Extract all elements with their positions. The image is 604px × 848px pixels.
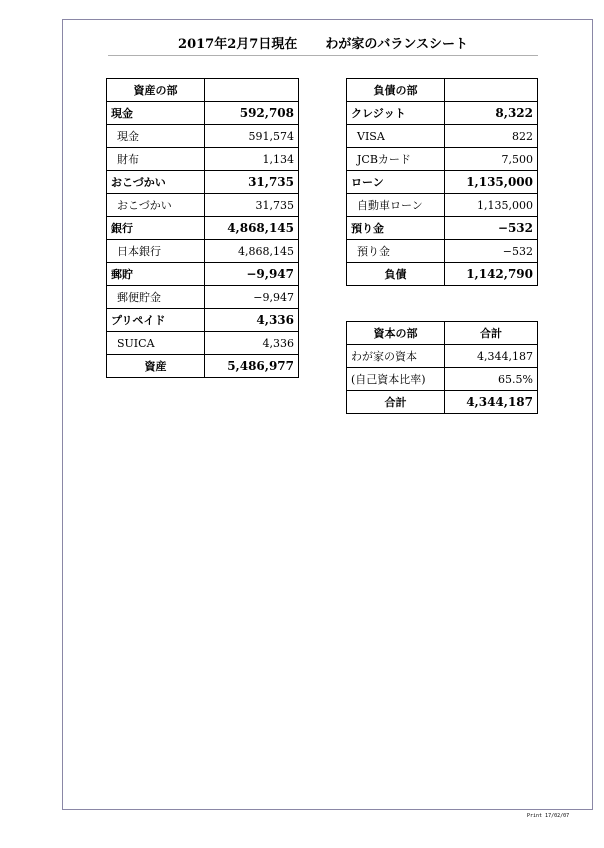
row-value: 822 xyxy=(445,125,538,148)
row-label: JCBカード xyxy=(347,148,445,171)
assets-total-row xyxy=(107,355,299,378)
row-label: プリペイド xyxy=(107,309,205,332)
liabilities-row-loan xyxy=(347,171,538,194)
equity-row-capital xyxy=(347,345,538,368)
row-value: 31,735 xyxy=(205,171,299,194)
row-label: ローン xyxy=(347,171,445,194)
page-title xyxy=(108,33,538,56)
liabilities-row-car-loan xyxy=(347,194,538,217)
assets-row-postal-detail xyxy=(107,286,299,309)
row-value: 592,708 xyxy=(205,102,299,125)
row-label: SUICA xyxy=(107,332,205,355)
liabilities-row-jcb xyxy=(347,148,538,171)
row-value: −532 xyxy=(445,240,538,263)
liabilities-row-deposits-detail xyxy=(347,240,538,263)
equity-total-value: 4,344,187 xyxy=(445,391,538,414)
assets-row-allowance xyxy=(107,171,299,194)
assets-row-prepaid xyxy=(107,309,299,332)
row-label: 預り金 xyxy=(347,240,445,263)
row-value: 31,735 xyxy=(205,194,299,217)
row-value: 7,500 xyxy=(445,148,538,171)
assets-row-allowance-detail xyxy=(107,194,299,217)
assets-row-bank-detail xyxy=(107,240,299,263)
row-value: −9,947 xyxy=(205,263,299,286)
assets-table xyxy=(106,78,299,378)
row-value: 4,344,187 xyxy=(445,345,538,368)
row-label: 現金 xyxy=(107,125,205,148)
row-value: −9,947 xyxy=(205,286,299,309)
row-value: 4,868,145 xyxy=(205,217,299,240)
liabilities-header-row xyxy=(347,79,538,102)
liabilities-header-value xyxy=(445,79,538,102)
liabilities-table xyxy=(346,78,538,286)
title-name: わが家のバランスシート xyxy=(325,37,468,52)
title-date: 2017年2月7日現在 xyxy=(178,37,298,52)
assets-row-cash-detail xyxy=(107,125,299,148)
liabilities-total-row xyxy=(347,263,538,286)
assets-total-value: 5,486,977 xyxy=(205,355,299,378)
row-label: 自動車ローン xyxy=(347,194,445,217)
row-value: 1,135,000 xyxy=(445,171,538,194)
row-value: 591,574 xyxy=(205,125,299,148)
row-value: 1,134 xyxy=(205,148,299,171)
liabilities-row-credit xyxy=(347,102,538,125)
liabilities-row-visa xyxy=(347,125,538,148)
row-label: 預り金 xyxy=(347,217,445,240)
row-label: 銀行 xyxy=(107,217,205,240)
row-value: 4,336 xyxy=(205,309,299,332)
assets-header: 資産の部 xyxy=(107,79,205,102)
row-label: 財布 xyxy=(107,148,205,171)
row-label: 現金 xyxy=(107,102,205,125)
row-label: おこづかい xyxy=(107,171,205,194)
print-stamp: Print 17/02/07 xyxy=(527,813,570,819)
equity-table xyxy=(346,321,538,414)
row-value: 4,868,145 xyxy=(205,240,299,263)
assets-row-postal xyxy=(107,263,299,286)
row-value: −532 xyxy=(445,217,538,240)
liabilities-total-label: 負債 xyxy=(347,263,445,286)
assets-row-prepaid-detail xyxy=(107,332,299,355)
row-label: 郵便貯金 xyxy=(107,286,205,309)
equity-total-label: 合計 xyxy=(347,391,445,414)
row-label: 郵貯 xyxy=(107,263,205,286)
row-value: 65.5% xyxy=(445,368,538,391)
assets-row-bank xyxy=(107,217,299,240)
assets-row-wallet xyxy=(107,148,299,171)
assets-header-value xyxy=(205,79,299,102)
row-label: クレジット xyxy=(347,102,445,125)
assets-header-row xyxy=(107,79,299,102)
equity-header: 資本の部 xyxy=(347,322,445,345)
row-label: わが家の資本 xyxy=(347,345,445,368)
liabilities-header: 負債の部 xyxy=(347,79,445,102)
row-label: 日本銀行 xyxy=(107,240,205,263)
liabilities-total-value: 1,142,790 xyxy=(445,263,538,286)
row-value: 4,336 xyxy=(205,332,299,355)
row-label: (自己資本比率) xyxy=(347,368,445,391)
row-label: おこづかい xyxy=(107,194,205,217)
row-value: 8,322 xyxy=(445,102,538,125)
equity-header-row xyxy=(347,322,538,345)
equity-total-row xyxy=(347,391,538,414)
liabilities-row-deposits xyxy=(347,217,538,240)
assets-row-cash xyxy=(107,102,299,125)
equity-header-value: 合計 xyxy=(445,322,538,345)
row-label: VISA xyxy=(347,125,445,148)
equity-row-ratio xyxy=(347,368,538,391)
assets-total-label: 資産 xyxy=(107,355,205,378)
row-value: 1,135,000 xyxy=(445,194,538,217)
